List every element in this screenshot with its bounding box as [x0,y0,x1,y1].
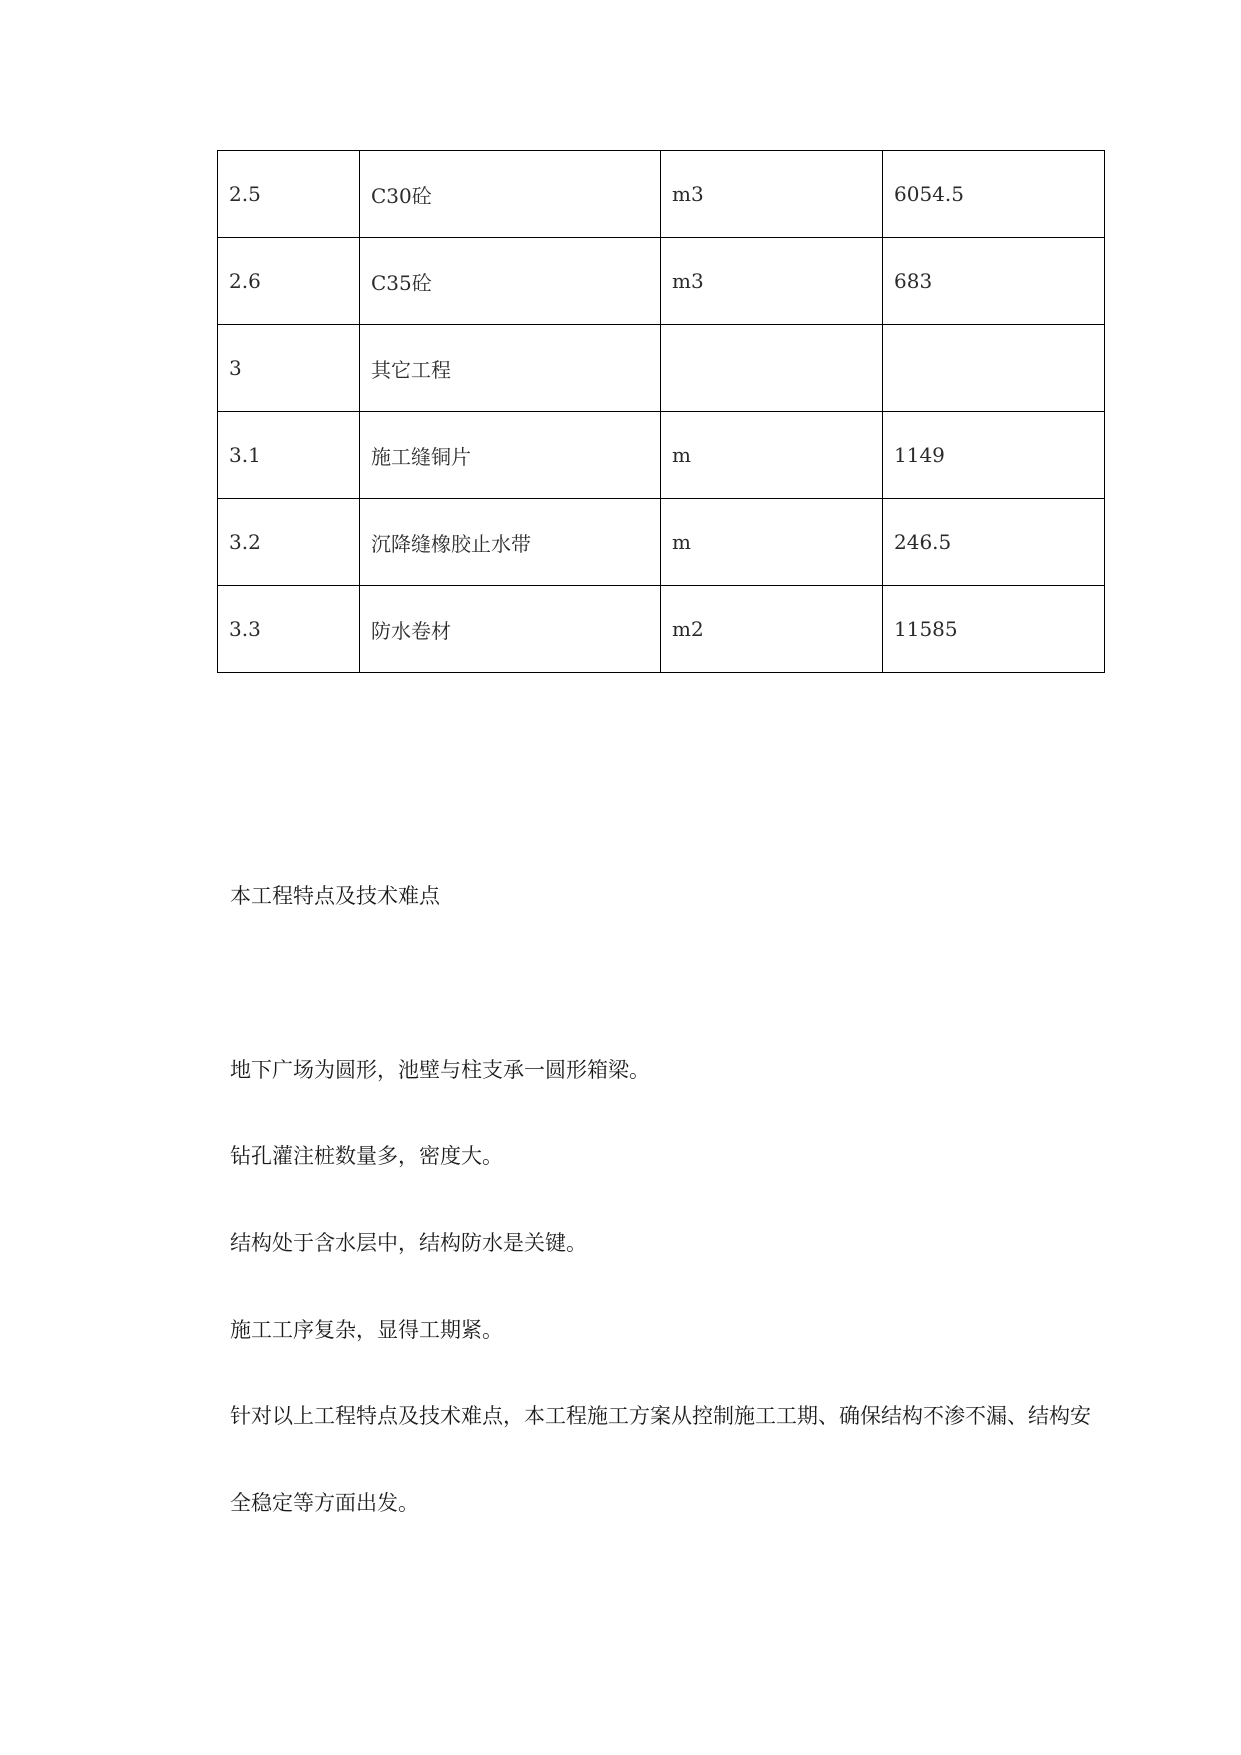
unit-cell: m3 [661,238,883,325]
item-number-cell: 3 [218,325,360,412]
quantity-cell: 6054.5 [883,151,1105,238]
paragraph: 全稳定等方面出发。 [230,1491,419,1515]
unit-cell: m [661,412,883,499]
quantity-cell: 683 [883,238,1105,325]
item-name-cell: C35砼 [360,238,661,325]
quantity-cell [883,325,1105,412]
table-row [218,151,1105,238]
paragraph: 针对以上工程特点及技术难点，本工程施工方案从控制施工工期、确保结构不渗不漏、结构安 [230,1404,1091,1428]
unit-cell: m2 [661,586,883,673]
table-row [218,238,1105,325]
quantities-table [217,150,1105,673]
table-row [218,499,1105,586]
quantity-cell: 246.5 [883,499,1105,586]
item-number-cell: 3.2 [218,499,360,586]
quantity-cell: 11585 [883,586,1105,673]
unit-cell: m3 [661,151,883,238]
paragraph: 钻孔灌注桩数量多，密度大。 [230,1144,503,1168]
paragraph: 结构处于含水层中，结构防水是关键。 [230,1231,587,1255]
paragraph: 地下广场为圆形，池壁与柱支承一圆形箱梁。 [230,1058,650,1082]
item-name-cell: 防水卷材 [360,586,661,673]
item-number-cell: 2.5 [218,151,360,238]
table-row [218,325,1105,412]
paragraph: 施工工序复杂，显得工期紧。 [230,1318,503,1342]
item-name-cell: C30砼 [360,151,661,238]
unit-cell [661,325,883,412]
item-number-cell: 2.6 [218,238,360,325]
table-row [218,586,1105,673]
section-heading: 本工程特点及技术难点 [230,884,440,908]
item-name-cell: 其它工程 [360,325,661,412]
unit-cell: m [661,499,883,586]
quantity-cell: 1149 [883,412,1105,499]
item-number-cell: 3.1 [218,412,360,499]
item-name-cell: 施工缝铜片 [360,412,661,499]
item-number-cell: 3.3 [218,586,360,673]
item-name-cell: 沉降缝橡胶止水带 [360,499,661,586]
table-row [218,412,1105,499]
